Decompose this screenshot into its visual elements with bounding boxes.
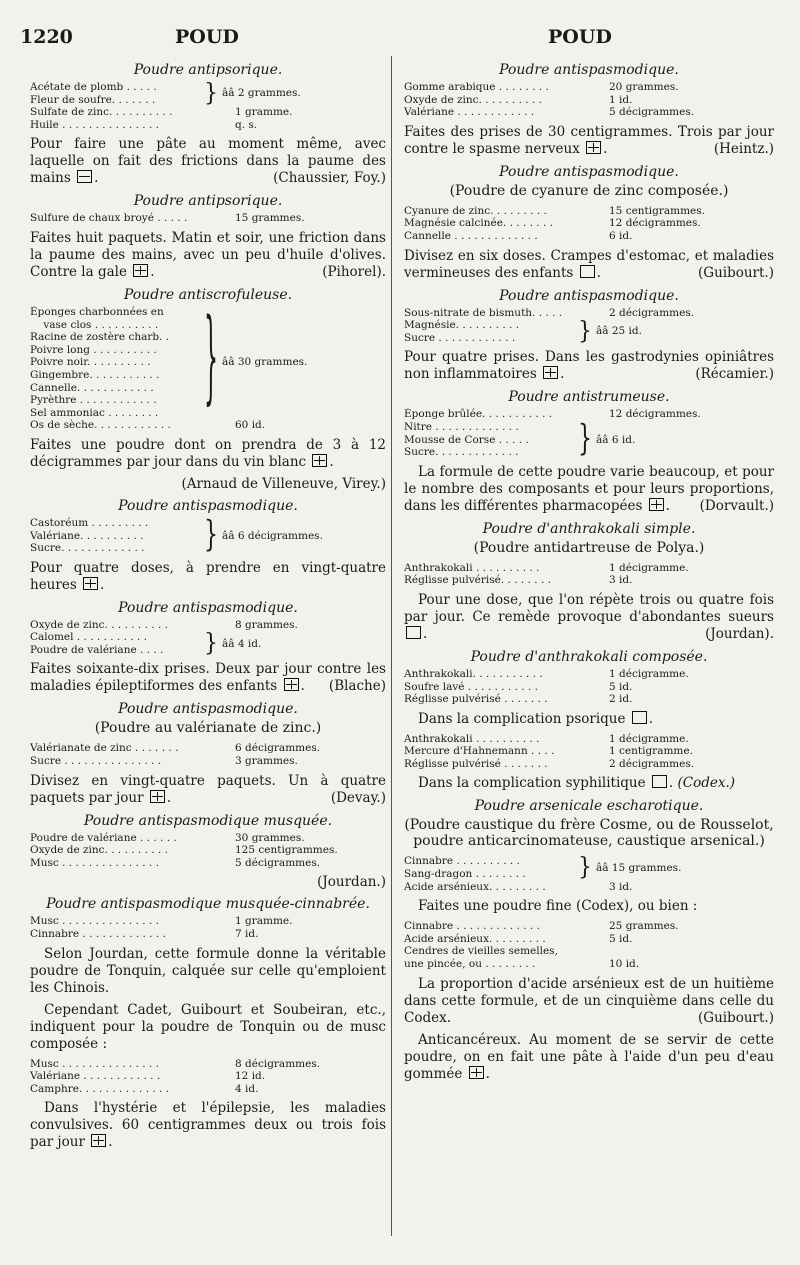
ingredient-name: Éponges charbonnées en: [30, 305, 164, 318]
section-title: Poudre antipsorique.: [133, 193, 283, 210]
ingredient-row: [404, 881, 774, 894]
ingredient-qty: 3 id.: [609, 574, 633, 587]
ingredient-qty: 2 décigrammes.: [609, 757, 695, 770]
ingredient-name: Musc . . . . . . . . . . . . . . .: [30, 856, 159, 869]
ingredient-row: [404, 745, 774, 758]
ingredient-name: Réglisse pulvérisé . . . . . . .: [404, 693, 548, 706]
reference: (Jourdan.): [317, 874, 386, 891]
ingredient-row: [404, 81, 774, 94]
plus-box-icon: [586, 141, 601, 154]
ingredient-name: Mousse de Corse . . . . .: [404, 433, 529, 446]
instructions: Divisez en six doses. Crampes d'estomac, et maladies vermineuses des enfants . (Guibourt.): [404, 247, 774, 281]
ingredient-name: Sucre. . . . . . . . . . . . .: [30, 542, 145, 555]
ingredient-group: Nitre . . . . . . . . . . . . . Mousse de Corse . . . . . Sucre. . . . . . . . . . . . . } ââ 6 id.: [404, 419, 636, 460]
ingredient-name: Valériane . . . . . . . . . . . .: [30, 1070, 161, 1083]
plus-box-icon: [543, 366, 558, 379]
ingredient-row: [404, 958, 774, 971]
ingredient-row: [30, 212, 386, 225]
ingredient-qty: 12 décigrammes.: [609, 217, 701, 230]
ingredient-row: [30, 1058, 386, 1071]
ingredient-name: Magnésie. . . . . . . . . .: [404, 319, 520, 332]
section-subtitle: (Poudre de cyanure de zinc composée.): [449, 182, 729, 199]
ingredient-qty: 2 décigrammes.: [609, 306, 695, 319]
ingredient-qty: 1 gramme.: [235, 915, 293, 928]
ingredient-name: Oxyde de zinc. . . . . . . . . .: [30, 844, 168, 857]
ingredient-name: Oxyde de zinc. . . . . . . . . .: [404, 93, 542, 106]
column-rule: [391, 56, 392, 1236]
paragraph: Cependant Cadet, Guibourt et Soubeiran, etc., indiquent pour la poudre de Tonquin ou de musc composée :: [30, 1001, 386, 1052]
section-title: Poudre antispasmodique musquée.: [83, 812, 333, 829]
instructions: La formule de cette poudre varie beaucoup, et pour le nombre des composants et pour leurs proportions, dans les différentes pharmacopées . (Dorvault.): [404, 463, 774, 514]
section-title: Poudre arsenicale escharotique.: [474, 798, 704, 815]
minus-box-icon: [77, 170, 92, 183]
ingredients: [30, 81, 386, 131]
instructions: Dans la complication syphilitique . (Codex.): [418, 775, 736, 792]
ingredient-name: Valériane . . . . . . . . . . . .: [404, 106, 535, 119]
ingredient-qty: 6 décigrammes.: [235, 742, 321, 755]
plus-box-icon: [150, 790, 165, 803]
left-column: [30, 56, 386, 1156]
instructions: Faites huit paquets. Matin et soir, une friction dans la paume des mains, avec un peu d'huile d'olives. Contre la gale . (Pihorel).: [30, 229, 386, 280]
plus-box-icon: [469, 1066, 484, 1079]
plus-box-icon: [91, 1134, 106, 1147]
right-column: [404, 56, 774, 1088]
paragraph: Selon Jourdan, cette formule donne la véritable poudre de Tonquin, calquée sur celle qu'emploient les Chinois.: [30, 945, 386, 996]
ingredient-name: Anthrakokali. . . . . . . . . . .: [404, 667, 543, 680]
ingredient-name: Huile . . . . . . . . . . . . . . .: [30, 118, 159, 131]
ingredient-qty: 12 décigrammes.: [609, 408, 701, 421]
ingredient-name: Cinnabre . . . . . . . . . . . . .: [404, 920, 540, 933]
section-title: Poudre d'anthrakokali composée.: [470, 648, 708, 665]
section-title: Poudre antispasmodique.: [118, 599, 298, 616]
section-title: Poudre antistrumeuse.: [508, 389, 670, 406]
ingredient-name: Acide arsénieux. . . . . . . . .: [404, 880, 546, 893]
ingredient-name: Musc . . . . . . . . . . . . . . .: [30, 1057, 159, 1070]
ingredient-row: [404, 205, 774, 218]
ingredient-qty: 4 id.: [235, 1082, 259, 1095]
ingredient-row: [30, 742, 386, 755]
instructions: Dans la complication psorique .: [418, 710, 654, 727]
ingredient-name: Magnésie calcinée. . . . . . . .: [404, 217, 553, 230]
ingredient-qty: 1 décigramme.: [609, 667, 689, 680]
empty-box-icon: [580, 265, 595, 278]
ingredient-row: [30, 106, 386, 119]
section-title: Poudre antispasmodique.: [118, 497, 298, 514]
ingredient-qty: 60 id.: [235, 419, 266, 432]
section-subtitle: (Poudre au valérianate de zinc.): [94, 720, 322, 737]
plus-box-icon: [284, 678, 299, 691]
instructions: Divisez en vingt-quatre paquets. Un à quatre paquets par jour . (Devay.): [30, 772, 386, 806]
ingredient-qty: 20 grammes.: [609, 81, 679, 93]
ingredient-qty: 3 id.: [609, 880, 633, 893]
section-title: Poudre antipsorique.: [133, 62, 283, 78]
instructions: Pour une dose, que l'on répète trois ou quatre fois par jour. Ce remède provoque d'abondantes sueurs . (Jourdan).: [404, 591, 774, 642]
ingredient-name: Anthrakokali . . . . . . . . . .: [404, 561, 540, 574]
ingredient-name: Éponge brûlée. . . . . . . . . . .: [404, 408, 553, 421]
running-title-right: POUD: [548, 26, 612, 48]
instructions: Pour quatre doses, à prendre en vingt-quatre heures .: [30, 559, 386, 593]
ingredient-group: Castoréum . . . . . . . . . Valériane. . . . . . . . . . Sucre. . . . . . . . . . . . . } ââ 6 décigrammes.: [30, 514, 323, 555]
running-title-left: POUD: [175, 26, 239, 48]
plus-box-icon: [649, 498, 664, 511]
paragraph: Anticancéreux. Au moment de se servir de cette poudre, on en fait une pâte à l'aide d'un peu d'eau gommée .: [404, 1031, 774, 1082]
ingredient-name: Sous-nitrate de bismuth. . . . .: [404, 306, 563, 319]
ingredient-row: [404, 562, 774, 575]
plus-box-icon: [312, 454, 327, 467]
ingredient-name: Sucre. . . . . . . . . . . . .: [404, 446, 519, 459]
ingredient-name: vase clos . . . . . . . . . .: [30, 318, 159, 331]
ingredient-row: [404, 693, 774, 706]
ingredient-row: [404, 668, 774, 681]
ingredient-qty: 1 décigramme.: [609, 561, 689, 574]
ingredient-row: [404, 920, 774, 933]
ingredient-row: [30, 844, 386, 857]
section-title: Poudre antispasmodique.: [499, 62, 679, 78]
ingredient-qty: 10 id.: [609, 958, 640, 971]
ingredient-group: Magnésie. . . . . . . . . . Sucre . . . . . . . . . . . . } ââ 25 id.: [404, 317, 642, 345]
ingredient-name: Anthrakokali . . . . . . . . . .: [404, 732, 540, 745]
ingredient-qty: 15 centigrammes.: [609, 204, 705, 217]
ingredient-name: Valériane. . . . . . . . . .: [30, 529, 144, 542]
ingredient-row: [404, 733, 774, 746]
instructions: Faites soixante-dix prises. Deux par jour contre les maladies épileptiformes des enfants . (Blache): [30, 661, 386, 695]
ingredient-row: [404, 933, 774, 946]
ingredient-qty: q. s.: [235, 118, 258, 131]
ingredient-row: [30, 119, 386, 132]
ingredient-qty: 5 id.: [609, 932, 633, 945]
ingredient-qty: 8 grammes.: [235, 618, 298, 631]
ingredient-group: Acétate de plomb . . . . . Fleur de soufre. . . . . . . } ââ 2 grammes.: [30, 79, 301, 107]
page-number: 1220: [20, 26, 73, 48]
ingredient-qty: 15 grammes.: [235, 212, 305, 225]
ingredient-name: Castoréum . . . . . . . . .: [30, 516, 149, 529]
ingredient-name: une pincée, ou . . . . . . . .: [404, 958, 536, 971]
empty-box-icon: [652, 775, 667, 788]
ingredient-name: Camphre. . . . . . . . . . . . . .: [30, 1082, 170, 1095]
ingredient-name: Nitre . . . . . . . . . . . . .: [404, 420, 519, 433]
ingredient-qty: 7 id.: [235, 928, 259, 941]
ingredient-group: Calomel . . . . . . . . . . . Poudre de valériane . . . . } ââ 4 id.: [30, 629, 262, 658]
ingredient-name: Gingembre. . . . . . . . . . .: [30, 368, 160, 381]
ingredient-name: Réglisse pulvérisé . . . . . . .: [404, 757, 548, 770]
section-subtitle: (Poudre antidartreuse de Polya.): [473, 539, 705, 556]
ingredient-row: [404, 574, 774, 587]
ingredient-qty: 125 centigrammes.: [235, 844, 338, 857]
ingredient-name: Valérianate de zinc . . . . . . .: [30, 742, 179, 755]
ingredient-qty: 3 grammes.: [235, 755, 298, 768]
ingredient-qty: 30 grammes.: [235, 831, 305, 844]
instructions: Faites une poudre fine (Codex), ou bien :: [418, 898, 698, 915]
ingredient-row: [404, 681, 774, 694]
ingredient-name: Calomel . . . . . . . . . . .: [30, 631, 147, 644]
ingredient-row: [404, 230, 774, 243]
empty-box-icon: [632, 711, 647, 724]
instructions: Pour faire une pâte au moment même, avec laquelle on fait des frictions dans la paume des mains . (Chaussier, Foy.): [30, 136, 386, 187]
instructions: Faites une poudre dont on prendra de 3 à 12 décigrammes par jour dans du vin blanc .: [30, 436, 386, 470]
ingredient-qty: 2 id.: [609, 693, 633, 706]
ingredient-qty: 1 centigramme.: [609, 745, 693, 758]
empty-box-icon: [406, 626, 421, 639]
ingredient-name: Cendres de vieilles semelles,: [404, 945, 558, 958]
ingredient-row: [30, 755, 386, 768]
ingredient-name: Musc . . . . . . . . . . . . . . .: [30, 915, 159, 928]
ingredient-row: [30, 1083, 386, 1096]
ingredient-name: Pyrèthre . . . . . . . . . . . .: [30, 394, 157, 407]
ingredient-name: Os de sèche. . . . . . . . . . . .: [30, 419, 171, 432]
ingredient-qty: 6 id.: [609, 229, 633, 242]
ingredient-name: Sulfate de zinc. . . . . . . . . .: [30, 106, 173, 119]
ingredient-qty: 5 décigrammes.: [609, 106, 695, 119]
section-title: Poudre antispasmodique musquée-cinnabrée.: [46, 896, 370, 913]
section-title: Poudre antispasmodique.: [499, 287, 679, 304]
ingredient-row: [404, 758, 774, 771]
ingredient-qty: 25 grammes.: [609, 920, 679, 933]
ingredient-name: Cinnabre . . . . . . . . . .: [404, 855, 520, 868]
ingredient-qty: 5 id.: [609, 680, 633, 693]
ingredient-row: [404, 94, 774, 107]
section-title: Poudre antiscrofuleuse.: [123, 286, 293, 303]
plus-box-icon: [83, 577, 98, 590]
ingredient-row: [30, 915, 386, 928]
ingredient-group: Éponges charbonnées en vase clos . . . . . . . . . . Racine de zostère charb. . Poivre long . . . . . . . . . . Poivre noir. . . . . . . . . . Gingembre. . . . . . . . . . . Cannelle. . . . . . . . . . . . Pyrèthre . . . . . . . . . . . . Sel ammoniac . . . . . . . . } ââ 30 grammes.: [30, 302, 308, 419]
section-title: Poudre antispasmodique.: [118, 701, 298, 718]
ingredient-row: [30, 1070, 386, 1083]
instructions: Pour quatre prises. Dans les gastrodynies opiniâtres non inflammatoires . (Récamier.): [404, 349, 774, 383]
section-title: Poudre d'anthrakokali simple.: [482, 520, 696, 537]
ingredient-name: Sulfure de chaux broyé . . . . .: [30, 212, 188, 225]
ingredient-row: [30, 857, 386, 870]
ingredient-name: Poivre long . . . . . . . . . .: [30, 343, 157, 356]
ingredient-name: Oxyde de zinc. . . . . . . . . .: [30, 618, 168, 631]
paragraph: La proportion d'acide arsénieux est de un huitième dans cette formule, et de un cinquième dans celle du Codex. (Guibourt.): [404, 975, 774, 1026]
ingredient-name: Poudre de valériane . . . .: [30, 643, 164, 656]
ingredient-qty: [609, 945, 774, 958]
instructions: Faites des prises de 30 centigrammes. Trois par jour contre le spasme nerveux . (Heintz.): [404, 123, 774, 157]
ingredient-name: Cannelle. . . . . . . . . . . .: [30, 381, 154, 394]
ingredient-qty: 1 gramme.: [235, 106, 293, 119]
ingredient-name: Fleur de soufre. . . . . . .: [30, 93, 156, 106]
ingredient-name: Cinnabre . . . . . . . . . . . . .: [30, 928, 166, 941]
ingredient-name: Cannelle . . . . . . . . . . . . .: [404, 229, 538, 242]
ingredient-name: Sucre . . . . . . . . . . . . . . .: [30, 755, 162, 768]
ingredient-name: Poudre de valériane . . . . . .: [30, 831, 177, 844]
section-title: Poudre antispasmodique.: [499, 163, 679, 180]
reference: (Arnaud de Villeneuve, Virey.): [181, 475, 386, 492]
ingredient-qty: 1 décigramme.: [609, 732, 689, 745]
section-subtitle: (Poudre caustique du frère Cosme, ou de Rousselot, poudre anticarcinomateuse, caustique arsenical.): [404, 817, 774, 850]
ingredient-qty: 5 décigrammes.: [235, 856, 321, 869]
ingredient-qty: 8 décigrammes.: [235, 1057, 321, 1070]
ingredient-name: Acétate de plomb . . . . .: [30, 81, 157, 93]
ingredient-row: [404, 217, 774, 230]
plus-box-icon: [133, 264, 148, 277]
ingredient-name: Poivre noir. . . . . . . . . .: [30, 356, 151, 369]
ingredient-name: Mercure d'Hahnemann . . . .: [404, 745, 555, 758]
ingredient-name: Sucre . . . . . . . . . . . .: [404, 331, 516, 344]
ingredient-row: [30, 419, 386, 432]
ingredient-name: Gomme arabique . . . . . . . .: [404, 81, 549, 93]
ingredient-name: Réglisse pulvérisé. . . . . . . .: [404, 574, 551, 587]
ingredient-row: [404, 945, 774, 958]
ingredient-row: [30, 832, 386, 845]
ingredient-row: [30, 928, 386, 941]
paragraph: Dans l'hystérie et l'épilepsie, les maladies convulsives. 60 centigrammes deux ou trois fois par jour .: [30, 1100, 386, 1151]
ingredient-name: Racine de zostère charb. .: [30, 331, 170, 344]
ingredient-name: Acide arsénieux. . . . . . . . .: [404, 932, 546, 945]
ingredient-qty: 12 id.: [235, 1070, 266, 1083]
ingredient-name: Sel ammoniac . . . . . . . .: [30, 406, 159, 419]
ingredient-qty: 1 id.: [609, 93, 633, 106]
ingredient-name: Sang-dragon . . . . . . . .: [404, 868, 526, 881]
ingredient-row: [404, 106, 774, 119]
ingredient-name: Cyanure de zinc. . . . . . . . .: [404, 204, 547, 217]
ingredient-name: Soufre lavé . . . . . . . . . . .: [404, 680, 538, 693]
ingredient-group: Cinnabre . . . . . . . . . . Sang-dragon . . . . . . . . } ââ 15 grammes.: [404, 853, 682, 882]
